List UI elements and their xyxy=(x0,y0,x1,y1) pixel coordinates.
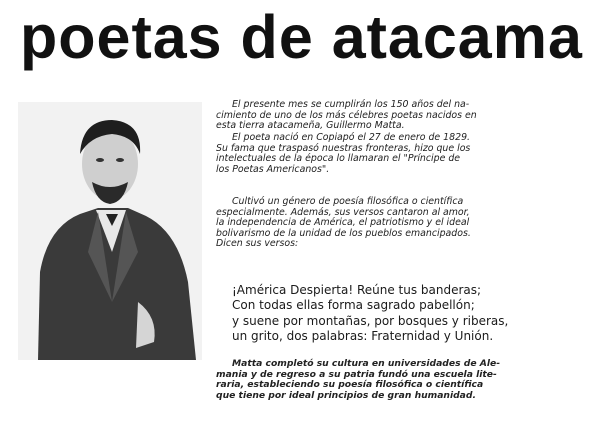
text-line: Dicen sus versos: xyxy=(216,238,299,250)
verse-line: ¡América Despierta! Reúne tus banderas; xyxy=(232,283,482,297)
text-line: esta tierra atacameña, Guillermo Matta. xyxy=(216,120,405,132)
verse-line: Con todas ellas forma sagrado pabellón; xyxy=(232,298,475,313)
text-line: que tiene por ideal principios de gran humanidad. xyxy=(216,389,476,401)
verse-line: y suene por montañas, por bosques y riberas, xyxy=(232,313,509,328)
closing-paragraph xyxy=(216,359,594,401)
text-line: mania y de regreso a su patria fundó una escuela lite- xyxy=(216,368,497,380)
portrait-guillermo-matta xyxy=(18,102,202,360)
page-title: poetas de atacama xyxy=(20,3,583,71)
poetry-paragraph xyxy=(216,197,594,250)
birth-paragraph xyxy=(216,133,594,175)
text-line: intelectuales de la época lo llamaran el "Príncipe de xyxy=(216,153,461,165)
text-line: bolivarismo de la unidad de los pueblos emancipados. xyxy=(216,227,471,239)
verse-line: un grito, dos palabras: Fraternidad y Unión. xyxy=(232,328,494,343)
text-line: El poeta nació en Copiapó el 27 de enero de 1829. xyxy=(232,132,471,143)
text-line: Matta completó su cultura en universidades de Ale- xyxy=(232,358,501,369)
text-line: especialmente. Además, sus versos cantaron al amor, xyxy=(216,206,470,218)
text-line: raria, estableciendo su poesía filosófica o científica xyxy=(216,379,484,391)
text-line: la independencia de América, el patriotismo y el ideal xyxy=(216,217,470,229)
text-line: El presente mes se cumplirán los 150 años del na- xyxy=(232,99,470,110)
poem-verse xyxy=(232,283,594,344)
text-line: Cultivó un género de poesía filosófica o científica xyxy=(232,196,464,207)
intro-paragraph xyxy=(216,100,594,132)
text-line: cimiento de uno de los más célebres poetas nacidos en xyxy=(216,109,477,121)
text-line: los Poetas Americanos". xyxy=(216,163,330,175)
text-line: Su fama que traspasó nuestras fronteras, hizo que los xyxy=(216,142,471,154)
